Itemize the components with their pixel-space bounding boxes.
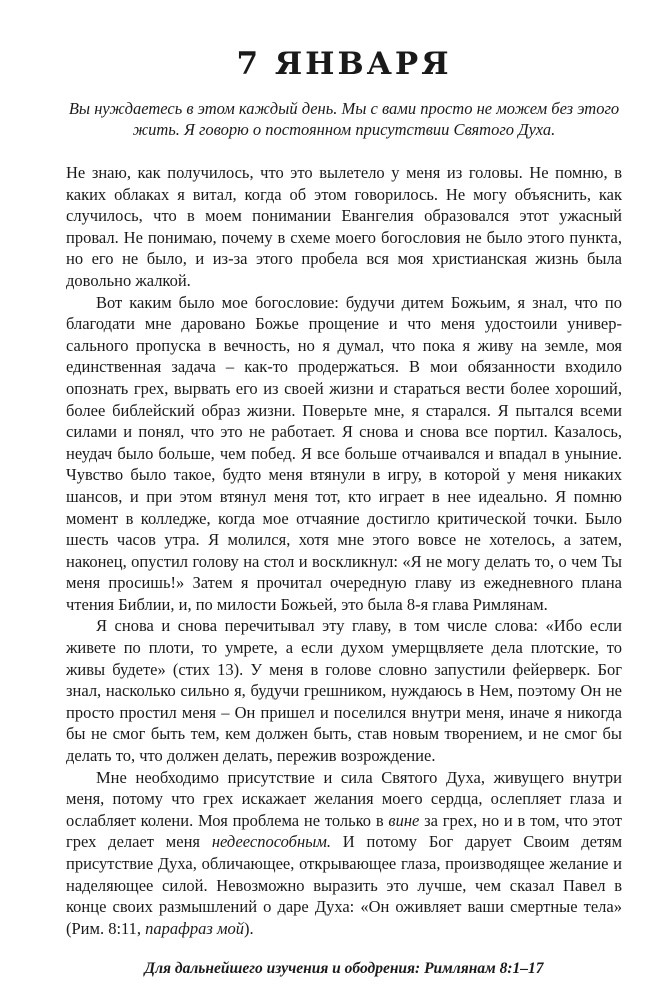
paragraph-4 (66, 767, 622, 940)
emphasis-guilt: вине (388, 810, 420, 830)
paragraph-4-part-c: И потому Бог дарует Своим детям присутствие Духа, обличающее, открывающее глаза, производящее желание и наделяющее силой. Невозможно выразить это лучше, чем сказал Павел в конце своих размышлений о даре Духа: «Он оживляет ваши смертные тела» (Рим. 8:11, (66, 832, 623, 938)
further-study-reference: Для дальнейшего изучения и ободрения: Римлянам 8:1–17 (144, 960, 544, 978)
paragraph-3: Я снова и снова перечитывал эту главу, в том числе слова: «Ибо если живете по плоти, то умрете, а если духом умерщвляете дела плотские, то живы будете» (стих 13). У меня в голове словно запустили фейерверк. Бог знал, насколько сильно я, будучи грешником, нуждаюсь в Нем, поэтому Он не просто простил меня – Он пришел и поселился внутри меня, иначе я никогда бы не смог быть тем, кем должен быть, став новым творением, и не смог бы делать то, что должен делать, пережив возрождение. (66, 616, 622, 766)
page (66, 44, 622, 995)
paragraph-4-part-d: ). (243, 918, 254, 938)
emphasis-paraphrase: парафраз мой (145, 918, 244, 938)
paragraph-2: Вот каким было мое богословие: будучи дитем Божьим, я знал, что по благодати мне даровано Божье прощение и что меня удостоили универсального пропуска в вечность, но я думал, что пока я живу на земле, моя единственная задача – как-то продержаться. В мои обязанности входило опознать грех, вырвать его из своей жизни и стараться вести более хороший, более библейский образ жизни. Поверьте мне, я старался. Я пытался всеми силами и понял, что это не работает. Я снова и снова все портил. Казалось, неудач было больше, чем побед. Я все больше отчаивался и впадал в уныние. Чувство было такое, будто меня втянули в игру, в которой у меня никаких шансов, и при этом втянул меня тот, кто играет в нее идеально. Я помню момент в колледже, когда мое отчаяние достигло критической точки. Было шесть часов утра. Я молился, хотя мне этого вовсе не хотелось, а затем, наконец, опустил голову на стол и воскликнул: «Я не могу делать то, о чем Ты меня просишь!» Затем я прочитал очередную главу из ежедневного плана чтения Библии, и, по милости Божьей, это была 8-я глава Римлянам. (66, 292, 622, 614)
body-text (66, 162, 622, 939)
page-title: 7 ЯНВАРЯ (236, 46, 452, 82)
paragraph-4-part-a: Мне необходимо присутствие и сила Святого Духа, живущего внутри меня, потому что грех искажает желания моего сердца, ослепляет глаза и ослабляет колени. Моя проблема не только в (66, 767, 622, 830)
paragraph-4-part-b: за грех, но и в том, что этот грех делает меня (66, 810, 622, 852)
epigraph: Вы нуждаетесь в этом каждый день. Мы с вами просто не можем без этого жить. Я говорю о постоянном присутствии Святого Духа. (68, 99, 620, 139)
paragraph-1: Не знаю, как получилось, что это вылетело у меня из головы. Не помню, в каких облаках я витал, когда об этом говорилось. Не могу объяснить, как случилось, что в моем понимании Евангелия образовался этот ужасный провал. Не понимаю, почему в схеме моего богословия не было этого пункта, но его не было, и из-за этого пробела вся моя христианская жизнь была довольно жалкой. (66, 163, 622, 290)
emphasis-incapable: недееспособным. (211, 832, 331, 852)
